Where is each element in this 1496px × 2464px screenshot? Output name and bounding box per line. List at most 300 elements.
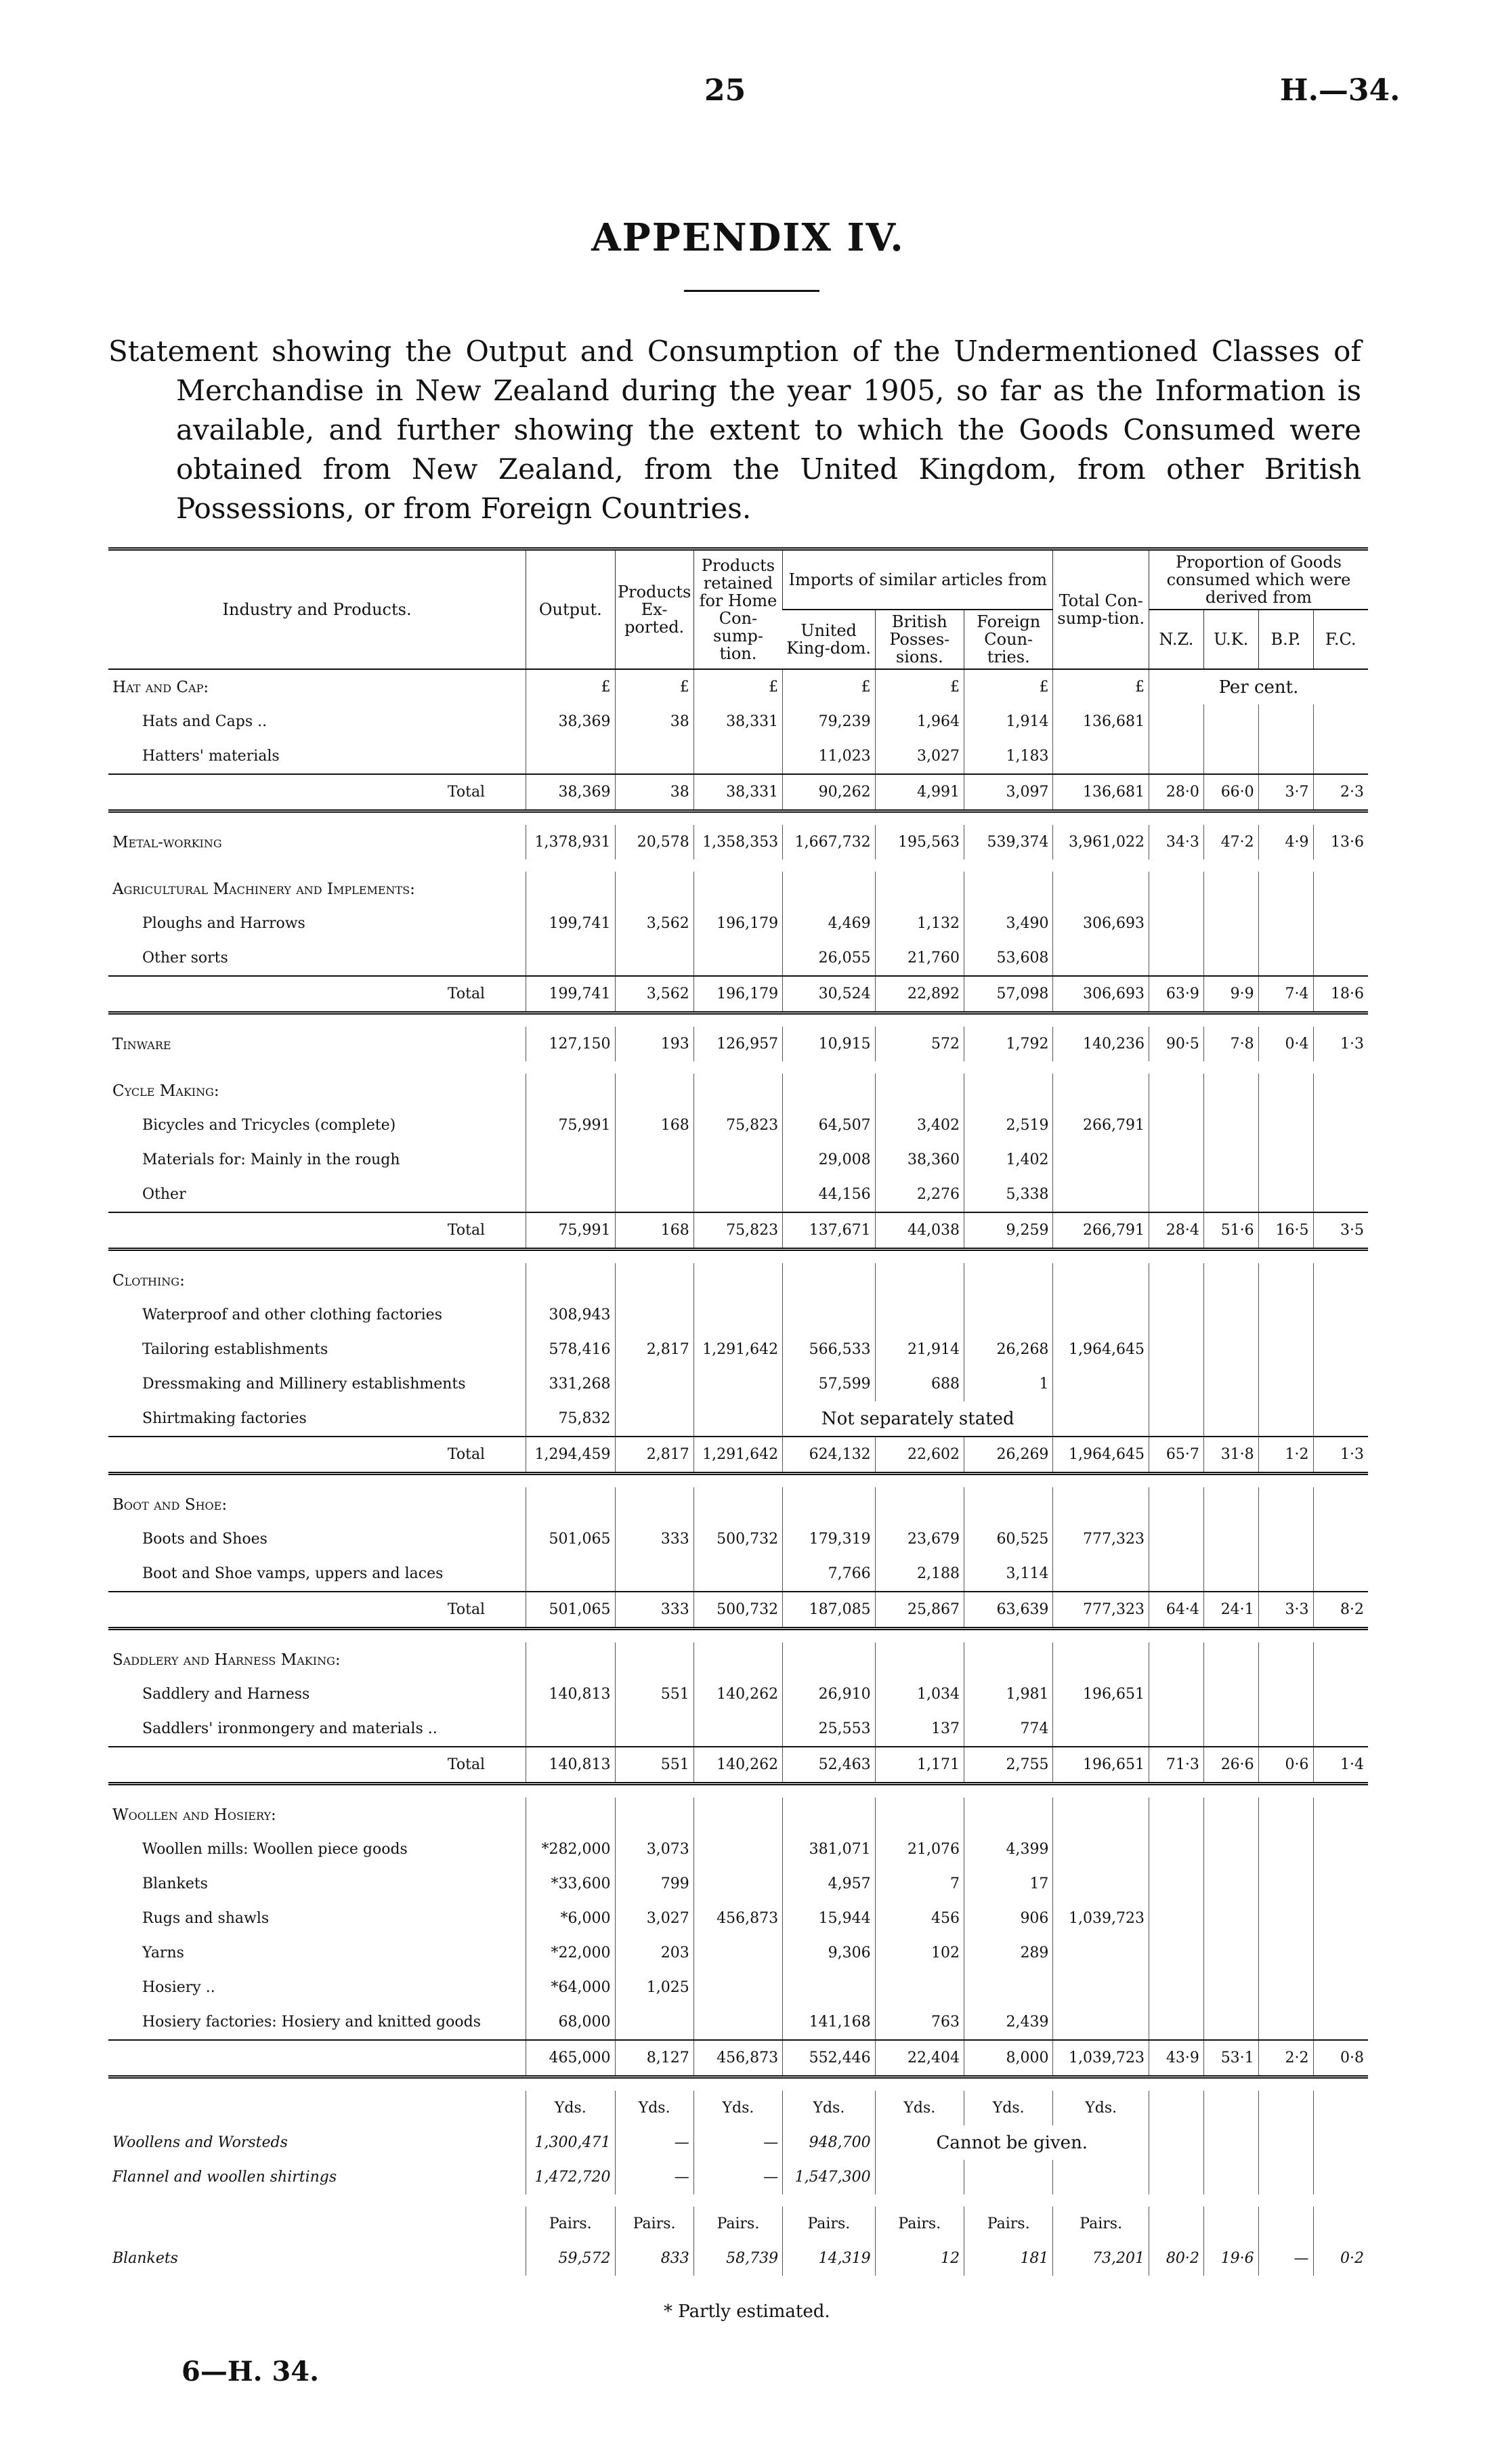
cell-col-3 [693,1487,782,1522]
cell-col-8 [1149,2005,1203,2040]
row-label: Clothing: [112,1271,185,1290]
table-row [108,1747,1368,1784]
cell-col-2 [615,739,693,774]
cell-col-4: 137,671 [783,1212,875,1250]
spacer-row [108,1250,1368,1264]
cell-col-2 [615,1798,693,1832]
cell-col-5 [875,2160,964,2194]
cell-col-8 [1149,1401,1203,1437]
document-code: H.—34. [1280,73,1401,108]
table-row [108,1867,1368,1901]
cell-col-7: 1,964,645 [1053,1332,1149,1367]
cell-col-2: 551 [615,1677,693,1712]
cell-col-1 [526,941,615,976]
cell-col-4 [783,1798,875,1832]
cell-col-11 [1313,2005,1368,2040]
cell-col-1 [526,1642,615,1677]
cell-col-9: 9·9 [1203,976,1258,1013]
cell-col-7 [1053,1832,1149,1867]
cell-col-10: — [1258,2241,1313,2276]
cell-col-3: 38,331 [693,704,782,739]
cell-col-8 [1149,906,1203,941]
cell-col-9 [1203,1332,1258,1367]
cell-col-8 [1149,2160,1203,2194]
cell-col-10 [1258,2207,1313,2241]
cell-col-10 [1258,1487,1313,1522]
cell-col-5 [875,1074,964,1108]
cell-col-3: — [693,2125,782,2160]
cell-col-5: £ [875,669,964,704]
cell-col-8: 34·3 [1149,825,1203,859]
cell-col-1: Yds. [526,2091,615,2125]
cell-col-4: 566,533 [783,1332,875,1367]
cell-col-7 [1053,941,1149,976]
row-label: Total [108,1212,526,1250]
cell-col-9 [1203,1712,1258,1747]
cell-col-4: 9,306 [783,1936,875,1970]
cell-col-6: 3,114 [964,1556,1053,1592]
cell-col-4: 64,507 [783,1108,875,1143]
cell-col-2: 333 [615,1522,693,1556]
spacer-cell [108,1474,1368,1488]
cell-col-10 [1258,906,1313,941]
cell-col-7 [1053,2005,1149,2040]
cell-col-9 [1203,739,1258,774]
row-label: Rugs and shawls [142,1910,270,1927]
cell-col-6: 4,399 [964,1832,1053,1867]
cell-col-8 [1149,941,1203,976]
row-label: Blankets [112,2250,178,2267]
row-label: Saddlery and Harness [142,1686,310,1703]
cell-col-4: 1,667,732 [783,825,875,859]
row-label: Woollens and Worsteds [112,2134,288,2151]
statement-text: Statement showing the Output and Consumption of the Undermentioned Classes of Merchandise in New Zealand during the year 1905, so far as the Information is available, and further showing the extent to which the Goods Consumed were obtained from New Zealand, from the United Kingdom, from other British Possessions, or from Foreign Countries. [108,335,1361,525]
row-label: Hosiery .. [142,1979,215,1996]
cell-col-6: 5,338 [964,1177,1053,1212]
table-row [108,941,1368,976]
cell-col-9 [1203,1556,1258,1592]
cell-col-3: Pairs. [693,2207,782,2241]
table-row [108,1177,1368,1212]
cell-col-6: 9,259 [964,1212,1053,1250]
cell-col-11: 0·8 [1313,2040,1368,2077]
table-row [108,1212,1368,1250]
cell-col-9 [1203,1298,1258,1332]
spacer-row [108,1784,1368,1798]
cell-col-8 [1149,1642,1203,1677]
cell-col-5: 1,132 [875,906,964,941]
cell-col-4: 52,463 [783,1747,875,1784]
table-row [108,1074,1368,1108]
cell-col-5: 1,034 [875,1677,964,1712]
cell-col-7: 73,201 [1053,2241,1149,2276]
cell-col-3 [693,941,782,976]
col-output: Output. [526,549,615,670]
cell-col-8 [1149,2125,1203,2160]
cell-col-9 [1203,2160,1258,2194]
table-row [108,2091,1368,2125]
cell-col-1: 501,065 [526,1592,615,1629]
cell-col-1: 127,150 [526,1027,615,1061]
cell-col-8: 28·0 [1149,774,1203,811]
cell-col-1: 38,369 [526,774,615,811]
cell-col-2 [615,1556,693,1592]
cell-col-4: 79,239 [783,704,875,739]
cell-col-7 [1053,1642,1149,1677]
cell-col-5: 22,602 [875,1437,964,1474]
cell-col-8: 64·4 [1149,1592,1203,1629]
table-row [108,2160,1368,2194]
cell-col-3 [693,1367,782,1401]
cell-col-2: 551 [615,1747,693,1784]
cell-col-3 [693,1936,782,1970]
cell-col-5 [875,1263,964,1298]
cell-col-2: 8,127 [615,2040,693,2077]
cell-col-11: 3·5 [1313,1212,1368,1250]
cell-col-5 [875,1298,964,1332]
col-imports-group: Imports of similar articles from [783,549,1053,610]
cell-col-6: 53,608 [964,941,1053,976]
cell-col-1 [526,1263,615,1298]
cell-col-2 [615,1642,693,1677]
cell-col-8: 63·9 [1149,976,1203,1013]
cell-col-8 [1149,1143,1203,1177]
cell-col-2 [615,2005,693,2040]
cell-col-11 [1313,1143,1368,1177]
cell-col-2 [615,1298,693,1332]
cell-col-7: Pairs. [1053,2207,1149,2241]
cell-col-5: 3,402 [875,1108,964,1143]
cell-col-1 [526,872,615,906]
cell-col-4: 29,008 [783,1143,875,1177]
cell-col-2: 1,025 [615,1970,693,2005]
cell-col-2: 2,817 [615,1437,693,1474]
table-row [108,906,1368,941]
cell-col-10: 1·2 [1258,1437,1313,1474]
table-row [108,1798,1368,1832]
cell-col-7 [1053,1143,1149,1177]
cell-col-6: 1,792 [964,1027,1053,1061]
cell-col-9 [1203,1642,1258,1677]
row-label: Boot and Shoe: [112,1495,228,1514]
cell-col-3: £ [693,669,782,704]
col-p-fc: F.C. [1313,610,1368,669]
cell-col-10 [1258,1401,1313,1437]
cell-col-7 [1053,1970,1149,2005]
spacer-row [108,811,1368,826]
cell-col-5: 21,914 [875,1332,964,1367]
cell-col-10 [1258,872,1313,906]
cell-col-1: 578,416 [526,1332,615,1367]
footnote: * Partly estimated. [664,2301,830,2322]
cell-col-11 [1313,1798,1368,1832]
cell-col-9 [1203,1367,1258,1401]
cell-col-10 [1258,1143,1313,1177]
col-total: Total Con-sump-tion. [1053,549,1149,670]
cell-col-9: 53·1 [1203,2040,1258,2077]
cell-col-4: 26,055 [783,941,875,976]
cell-col-11 [1313,1298,1368,1332]
cell-col-4: 10,915 [783,1027,875,1061]
cell-col-2: 3,562 [615,906,693,941]
row-label: Total [108,976,526,1013]
cell-col-8 [1149,1332,1203,1367]
table-row [108,872,1368,906]
cell-col-6: 8,000 [964,2040,1053,2077]
cell-col-4: 11,023 [783,739,875,774]
cell-col-7 [1053,739,1149,774]
cell-col-9 [1203,906,1258,941]
cell-col-1: *64,000 [526,1970,615,2005]
cell-col-9 [1203,2125,1258,2160]
cell-col-5: 137 [875,1712,964,1747]
cell-col-11 [1313,1074,1368,1108]
cell-col-5: 1,964 [875,704,964,739]
table-row [108,2207,1368,2241]
cell-col-2: 833 [615,2241,693,2276]
cell-col-4 [783,1298,875,1332]
cell-col-3 [693,1798,782,1832]
cell-col-4: 44,156 [783,1177,875,1212]
cell-col-11: 1·3 [1313,1437,1368,1474]
cell-col-6: 26,268 [964,1332,1053,1367]
cell-col-5: 763 [875,2005,964,2040]
cell-col-8: 80·2 [1149,2241,1203,2276]
cell-col-4: 179,319 [783,1522,875,1556]
cell-col-5: 195,563 [875,825,964,859]
cell-col-1: *22,000 [526,1936,615,1970]
cell-col-6: 2,755 [964,1747,1053,1784]
cell-col-7 [1053,1367,1149,1401]
cell-col-6 [964,1074,1053,1108]
cell-col-4: 26,910 [783,1677,875,1712]
cell-col-1: *282,000 [526,1832,615,1867]
cell-col-3: 140,262 [693,1747,782,1784]
cell-col-5: 2,276 [875,1177,964,1212]
cell-col-5: 3,027 [875,739,964,774]
cell-col-2: 38 [615,704,693,739]
cell-col-8 [1149,1177,1203,1212]
cell-col-8 [1149,1263,1203,1298]
row-label: Woollen mills: Woollen piece goods [142,1841,408,1858]
cell-col-1 [526,1712,615,1747]
cell-col-9 [1203,1936,1258,1970]
cell-col-8: 90·5 [1149,1027,1203,1061]
cell-col-9: 47·2 [1203,825,1258,859]
cell-col-10: 3·3 [1258,1592,1313,1629]
row-label: Metal-working [112,833,222,851]
cell-col-9 [1203,1677,1258,1712]
cell-col-3 [693,1712,782,1747]
cell-col-6: 181 [964,2241,1053,2276]
col-exported: Products Ex-ported. [615,549,693,670]
cell-col-7: 3,961,022 [1053,825,1149,859]
cell-col-11 [1313,1522,1368,1556]
cell-col-10: 3·7 [1258,774,1313,811]
cell-col-10: 0·6 [1258,1747,1313,1784]
row-label: Ploughs and Harrows [142,915,305,932]
cell-col-6: 774 [964,1712,1053,1747]
cell-col-6: 289 [964,1936,1053,1970]
spacer-cell [108,859,1368,872]
cell-col-3: 126,957 [693,1027,782,1061]
table-row [108,1437,1368,1474]
cell-col-6: 1,914 [964,704,1053,739]
cell-col-4: 14,319 [783,2241,875,2276]
cell-col-6 [964,1970,1053,2005]
cell-col-9 [1203,941,1258,976]
cell-col-9 [1203,1867,1258,1901]
cell-col-5 [875,1487,964,1522]
cell-col-4: 381,071 [783,1832,875,1867]
cell-col-8 [1149,1108,1203,1143]
cell-col-8: 28·4 [1149,1212,1203,1250]
cell-col-4: 57,599 [783,1367,875,1401]
cell-col-7: 306,693 [1053,906,1149,941]
cell-col-4: 552,446 [783,2040,875,2077]
cell-col-1: 501,065 [526,1522,615,1556]
cell-col-1: 1,294,459 [526,1437,615,1474]
cell-col-5: 688 [875,1367,964,1401]
cell-col-6: Yds. [964,2091,1053,2125]
cell-col-3: 500,732 [693,1592,782,1629]
cell-col-10 [1258,1936,1313,1970]
cell-col-4: Not separately stated [783,1401,1053,1437]
cell-col-9 [1203,1263,1258,1298]
cell-col-6: 26,269 [964,1437,1053,1474]
table-row [108,1712,1368,1747]
cell-col-4: 141,168 [783,2005,875,2040]
cell-col-10 [1258,1177,1313,1212]
cell-col-9: 24·1 [1203,1592,1258,1629]
statement-paragraph [108,332,1361,528]
cell-col-2: 799 [615,1867,693,1901]
table-row [108,2005,1368,2040]
consumption-table [108,547,1368,2276]
spacer-row [108,2077,1368,2091]
cell-col-11 [1313,1712,1368,1747]
cell-col-7 [1053,1556,1149,1592]
col-p-nz: N.Z. [1149,610,1203,669]
cell-col-3 [693,1177,782,1212]
cell-col-9 [1203,1074,1258,1108]
col-industry: Industry and Products. [108,549,526,670]
cell-col-11 [1313,1677,1368,1712]
cell-col-4: £ [783,669,875,704]
cell-col-10: 4·9 [1258,825,1313,859]
cell-col-10 [1258,1263,1313,1298]
cell-col-6: 2,519 [964,1108,1053,1143]
cell-col-5: Cannot be given. [875,2125,1149,2160]
cell-col-7: 136,681 [1053,704,1149,739]
table-row [108,1027,1368,1061]
cell-col-6 [964,872,1053,906]
cell-col-3 [693,1401,782,1437]
cell-col-1: 68,000 [526,2005,615,2040]
cell-col-10 [1258,941,1313,976]
row-label: Saddlers' ironmongery and materials .. [142,1720,437,1737]
col-proportion-group: Proportion of Goods consumed which were derived from [1149,549,1368,610]
cell-col-1: 331,268 [526,1367,615,1401]
cell-col-7 [1053,1401,1149,1437]
row-label: Total [108,774,526,811]
table-row [108,669,1368,704]
cell-col-5: 2,188 [875,1556,964,1592]
cell-col-3 [693,739,782,774]
cell-col-10 [1258,1970,1313,2005]
cell-col-4 [783,1487,875,1522]
cell-col-5: 572 [875,1027,964,1061]
spacer-cell [108,1061,1368,1074]
spacer-cell [108,1013,1368,1027]
cell-col-9 [1203,2005,1258,2040]
cell-col-11: 8·2 [1313,1592,1368,1629]
cell-col-1 [526,1487,615,1522]
cell-col-6: 906 [964,1901,1053,1936]
cell-col-1 [526,1074,615,1108]
cell-col-7: £ [1053,669,1149,704]
cell-col-7 [1053,1263,1149,1298]
cell-col-5: 21,760 [875,941,964,976]
cell-col-7 [1053,1798,1149,1832]
cell-col-11: 2·3 [1313,774,1368,811]
table-row [108,1936,1368,1970]
consumption-table-container [108,547,1368,2276]
row-label: Boot and Shoe vamps, uppers and laces [142,1565,444,1582]
table-row [108,1332,1368,1367]
spacer-row [108,1629,1368,1643]
cell-col-5: 22,404 [875,2040,964,2077]
cell-col-6 [964,1642,1053,1677]
cell-col-3 [693,2005,782,2040]
cell-col-10 [1258,2005,1313,2040]
cell-col-8 [1149,2207,1203,2241]
cell-col-6: 2,439 [964,2005,1053,2040]
spacer-cell [108,2194,1368,2207]
cell-col-9 [1203,1401,1258,1437]
cell-col-1 [526,739,615,774]
cell-col-6: £ [964,669,1053,704]
table-row [108,774,1368,811]
cell-col-3 [693,1642,782,1677]
table-row [108,1263,1368,1298]
table-row [108,1832,1368,1867]
cell-col-4: 187,085 [783,1592,875,1629]
cell-col-8 [1149,1367,1203,1401]
cell-col-9 [1203,1143,1258,1177]
cell-col-9 [1203,1798,1258,1832]
cell-col-5: 25,867 [875,1592,964,1629]
cell-col-8: Per cent. [1149,669,1368,704]
cell-col-7: 196,651 [1053,1677,1149,1712]
cell-col-8 [1149,1074,1203,1108]
table-row [108,1970,1368,2005]
cell-col-10 [1258,2091,1313,2125]
cell-col-10 [1258,1712,1313,1747]
row-label [108,2091,526,2125]
cell-col-4 [783,1074,875,1108]
cell-col-3: 196,179 [693,976,782,1013]
cell-col-11 [1313,1867,1368,1901]
cell-col-8 [1149,1936,1203,1970]
cell-col-8 [1149,739,1203,774]
cell-col-4 [783,1642,875,1677]
cell-col-6 [964,1298,1053,1332]
cell-col-9 [1203,1108,1258,1143]
spacer-cell [108,811,1368,826]
cell-col-11 [1313,1367,1368,1401]
spacer-cell [108,1629,1368,1643]
